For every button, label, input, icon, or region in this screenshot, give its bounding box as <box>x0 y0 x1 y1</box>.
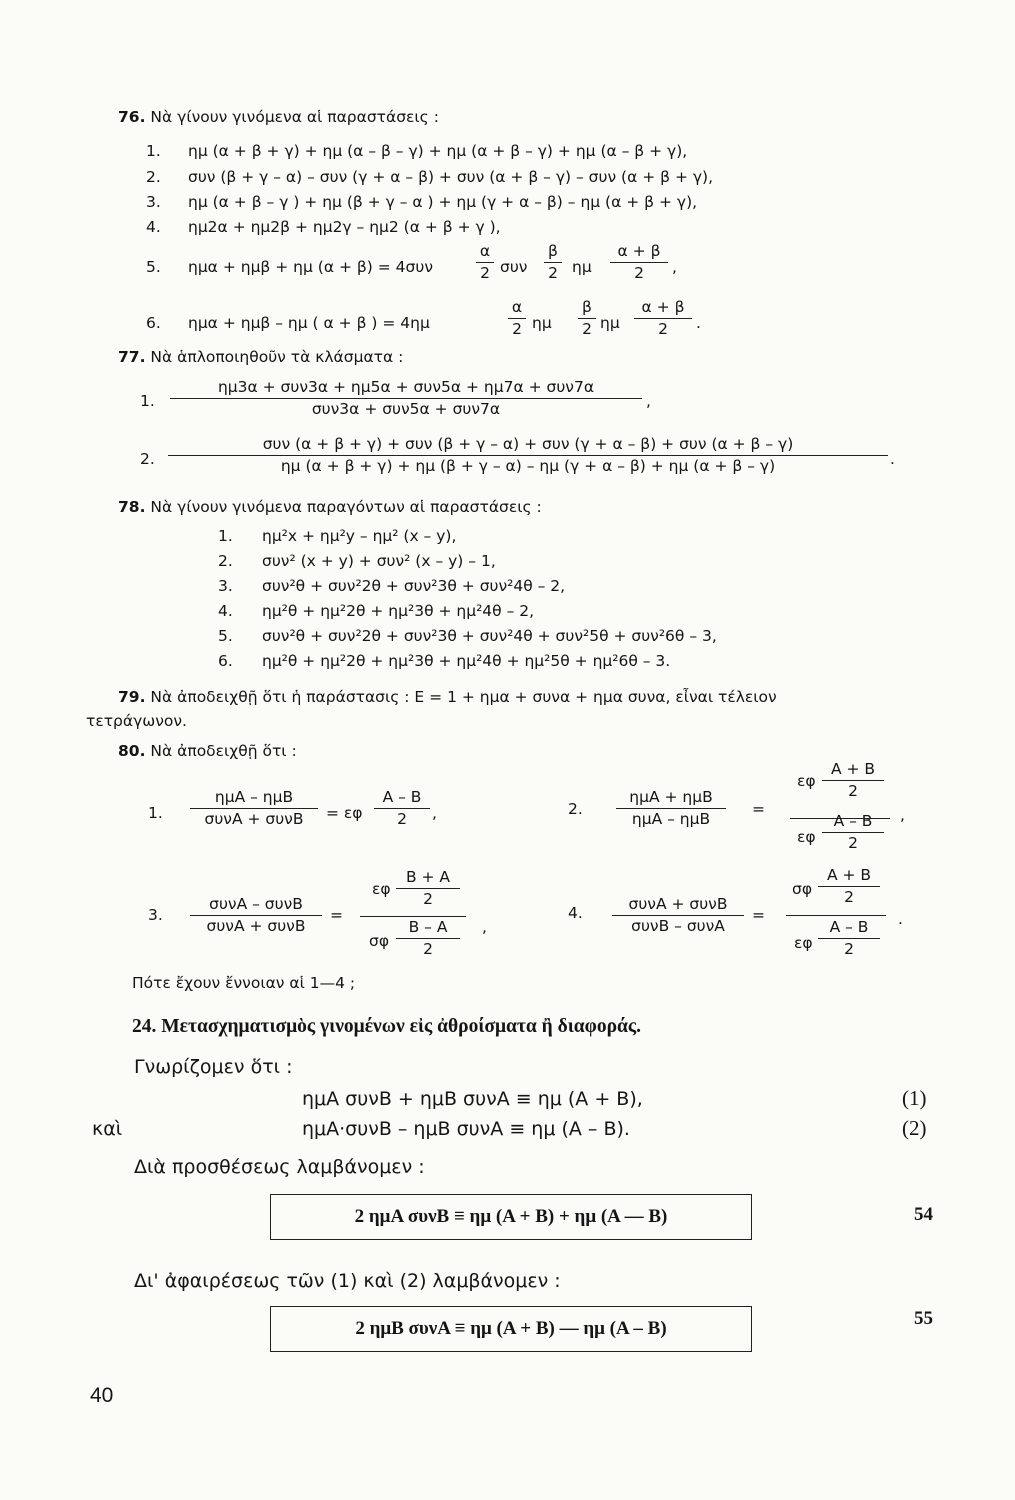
ex76-item5-mid1: συν <box>500 258 528 276</box>
frac-denominator: 2 <box>844 888 854 906</box>
ex80-item4-main-bar <box>786 915 886 916</box>
frac-numerator: Α – Β <box>829 918 869 936</box>
ex78-item4-num: 4. <box>218 602 233 620</box>
ex76-item6-frac1 <box>508 298 526 339</box>
ex80-number: 80. <box>118 742 146 760</box>
ex76-heading <box>118 108 439 126</box>
ex78-item2-num: 2. <box>218 552 233 570</box>
ex80-item3-eq: = <box>330 906 343 924</box>
addition-text: Διὰ προσθέσεως λαμβάνομεν : <box>134 1156 425 1178</box>
ex80-item3-main-bar <box>360 916 466 917</box>
ex77-heading-text: Νὰ ἁπλοποιηθοῦν τὰ κλάσματα : <box>150 348 404 366</box>
frac-numerator: Α – Β <box>382 788 422 806</box>
ex79-text: Νὰ ἀποδειχθῇ ὅτι ἡ παράστασις : Ε = 1 + ημα + συνα + ημα συνα, εἶναι τέλειον <box>150 688 777 706</box>
identity-1-tag: (1) <box>902 1086 927 1110</box>
ex80-item4-bottom-fraction <box>818 918 880 959</box>
ex80-note: Πότε ἔχουν ἔννοιαν αἱ 1—4 ; <box>132 974 356 992</box>
ex79-number: 79. <box>118 688 146 706</box>
ex80-item1-rhs-fraction <box>374 788 430 829</box>
ex76-item6-mid2: ημ <box>600 314 620 332</box>
ex77-item1-fraction <box>170 378 642 419</box>
ex78-heading <box>118 498 542 516</box>
ex78-item2: συν² (x + y) + συν² (x – y) – 1, <box>262 552 496 570</box>
frac-denominator: 2 <box>848 834 858 852</box>
ex80-item2-lhs-fraction <box>616 788 726 829</box>
ex76-item5-end: , <box>672 258 677 276</box>
ex76-item4-num: 4. <box>146 218 161 236</box>
ex76-number: 76. <box>118 108 146 126</box>
ex80-item3-top-fraction <box>396 868 460 909</box>
frac-numerator: συνΑ – συνΒ <box>209 895 303 913</box>
frac-denominator: 2 <box>658 320 668 338</box>
frac-denominator: ημ (α + β + γ) + ημ (β + γ – α) – ημ (γ + α – β) + ημ (α + β – γ) <box>280 457 776 475</box>
ex80-item4-lhs-fraction <box>612 895 744 936</box>
ex80-item1-num: 1. <box>148 804 163 822</box>
frac-numerator: Α + Β <box>826 866 872 884</box>
ex76-item6-lhs: ημα + ημβ – ημ ( α + β ) = 4ημ <box>188 314 430 332</box>
frac-denominator: ημΑ – ημΒ <box>631 810 711 828</box>
ex76-heading-text: Νὰ γίνουν γινόμενα αἱ παραστάσεις : <box>150 108 439 126</box>
identity-2-tag: (2) <box>902 1116 927 1140</box>
ex80-item4-top-func: σφ <box>792 880 813 898</box>
section24-intro: Γνωρίζομεν ὅτι : <box>134 1056 293 1078</box>
ex76-item6-num: 6. <box>146 314 161 332</box>
frac-denominator: 2 <box>548 264 558 282</box>
ex77-item2-num: 2. <box>140 450 155 468</box>
ex80-heading-text: Νὰ ἀποδειχθῇ ὅτι : <box>150 742 297 760</box>
frac-numerator: α <box>511 298 523 316</box>
ex80-item4-eq: = <box>752 906 765 924</box>
section24-title: 24. Μετασχηματισμὸς γινομένων εἰς ἀθροίσματα ἢ διαφοράς. <box>132 1016 641 1037</box>
ex76-item4: ημ2α + ημ2β + ημ2γ – ημ2 (α + β + γ ), <box>188 218 501 236</box>
ex78-item4: ημ²θ + ημ²2θ + ημ²3θ + ημ²4θ – 2, <box>262 602 535 620</box>
frac-denominator: συνΑ + συνΒ <box>206 917 306 935</box>
ex80-item4-end: . <box>898 910 903 928</box>
ex76-item6-end: . <box>696 314 701 332</box>
ex76-item6-frac3 <box>634 298 692 339</box>
ex80-heading <box>118 742 297 760</box>
ex80-item4-bottom-func: εφ <box>794 934 813 952</box>
formula-box-54: 2 ημΑ συνΒ ≡ ημ (Α + Β) + ημ (Α — Β) <box>270 1194 752 1240</box>
frac-numerator: Β + Α <box>405 868 451 886</box>
ex78-item6: ημ²θ + ημ²2θ + ημ²3θ + ημ²4θ + ημ²5θ + ημ²6θ – 3. <box>262 652 671 670</box>
ex80-item3-bottom-fraction <box>396 918 460 959</box>
frac-denominator: συνΑ + συνΒ <box>204 810 304 828</box>
ex80-item3-end: , <box>482 918 487 936</box>
ex77-item2-fraction <box>168 435 888 476</box>
ex79-line1 <box>118 688 777 706</box>
frac-denominator: 2 <box>423 940 433 958</box>
formula-number-54: 54 <box>914 1204 933 1225</box>
frac-numerator: συνΑ + συνΒ <box>628 895 728 913</box>
ex76-item5-num: 5. <box>146 258 161 276</box>
ex80-item1-end: , <box>432 804 437 822</box>
ex76-item5-lhs: ημα + ημβ + ημ (α + β) = 4συν <box>188 258 433 276</box>
ex80-item3-num: 3. <box>148 906 163 924</box>
ex78-item6-num: 6. <box>218 652 233 670</box>
ex77-item2-end: . <box>890 450 895 468</box>
frac-denominator: 2 <box>480 264 490 282</box>
frac-denominator: 2 <box>423 890 433 908</box>
ex78-item1-num: 1. <box>218 527 233 545</box>
ex78-item3: συν²θ + συν²2θ + συν²3θ + συν²4θ – 2, <box>262 577 566 595</box>
ex80-item2-bottom-fraction <box>822 812 884 853</box>
ex80-item2-num: 2. <box>568 800 583 818</box>
frac-numerator: α + β <box>617 242 661 260</box>
frac-numerator: Β – Α <box>408 918 448 936</box>
frac-numerator: συν (α + β + γ) + συν (β + γ – α) + συν (γ + α – β) + συν (α + β – γ) <box>262 435 794 453</box>
ex78-item3-num: 3. <box>218 577 233 595</box>
ex80-item2-top-fraction <box>822 760 884 801</box>
frac-numerator: α <box>479 242 491 260</box>
ex76-item6-mid1: ημ <box>532 314 552 332</box>
frac-denominator: 2 <box>634 264 644 282</box>
ex76-item5-mid2: ημ <box>572 258 592 276</box>
ex80-item1-lhs-fraction <box>190 788 318 829</box>
page-number: 40 <box>90 1384 114 1407</box>
frac-numerator: ημΑ + ημΒ <box>629 788 713 806</box>
frac-denominator: συνΒ – συνΑ <box>631 917 725 935</box>
ex80-item3-bottom-func: σφ <box>369 932 390 950</box>
frac-denominator: 2 <box>397 810 407 828</box>
ex78-item5: συν²θ + συν²2θ + συν²3θ + συν²4θ + συν²5θ + συν²6θ – 3, <box>262 627 717 645</box>
ex80-item3-top-func: εφ <box>372 880 391 898</box>
frac-denominator: 2 <box>844 940 854 958</box>
formula-number-55: 55 <box>914 1308 933 1329</box>
formula-box-55: 2 ημΒ συνΑ ≡ ημ (Α + Β) — ημ (Α – Β) <box>270 1306 752 1352</box>
ex76-item3-num: 3. <box>146 193 161 211</box>
ex78-heading-text: Νὰ γίνουν γινόμενα παραγόντων αἱ παραστάσεις : <box>150 498 542 516</box>
ex79-line2: τετράγωνον. <box>86 712 187 730</box>
ex76-item1-num: 1. <box>146 142 161 160</box>
frac-denominator: συν3α + συν5α + συν7α <box>311 400 501 418</box>
ex76-item3: ημ (α + β – γ ) + ημ (β + γ – α ) + ημ (γ + α – β) – ημ (α + β + γ), <box>188 193 698 211</box>
ex76-item5-frac2 <box>544 242 562 283</box>
ex76-item2-num: 2. <box>146 168 161 186</box>
ex80-item2-end: , <box>900 806 905 824</box>
identity-1: ημΑ συνΒ + ημΒ συνΑ ≡ ημ (Α + Β), <box>302 1088 643 1110</box>
frac-denominator: 2 <box>512 320 522 338</box>
ex77-heading <box>118 348 403 366</box>
ex76-item2: συν (β + γ – α) – συν (γ + α – β) + συν (α + β – γ) – συν (α + β + γ), <box>188 168 714 186</box>
ex78-number: 78. <box>118 498 146 516</box>
frac-numerator: ημΑ – ημΒ <box>214 788 294 806</box>
frac-numerator: Α – Β <box>833 812 873 830</box>
frac-numerator: α + β <box>641 298 685 316</box>
kai-word: καὶ <box>92 1118 123 1140</box>
ex77-number: 77. <box>118 348 146 366</box>
ex80-item3-lhs-fraction <box>190 895 322 936</box>
ex80-item2-bottom-func: εφ <box>797 828 816 846</box>
ex76-item5-frac1 <box>476 242 494 283</box>
identity-2: ημΑ·συνΒ – ημΒ συνΑ ≡ ημ (Α – Β). <box>302 1118 630 1140</box>
ex76-item6-frac2 <box>578 298 596 339</box>
ex80-item2-top-func: εφ <box>797 772 816 790</box>
frac-numerator: Α + Β <box>830 760 876 778</box>
ex78-item1: ημ²x + ημ²y – ημ² (x – y), <box>262 527 457 545</box>
frac-numerator: β <box>582 298 592 316</box>
ex77-item1-end: , <box>646 392 651 410</box>
subtraction-text: Δι' ἀφαιρέσεως τῶν (1) καὶ (2) λαμβάνομεν : <box>134 1270 561 1292</box>
ex80-item2-eq: = <box>752 800 765 818</box>
frac-denominator: 2 <box>582 320 592 338</box>
ex80-item4-top-fraction <box>818 866 880 907</box>
ex78-item5-num: 5. <box>218 627 233 645</box>
ex80-item4-num: 4. <box>568 904 583 922</box>
frac-numerator: ημ3α + συν3α + ημ5α + συν5α + ημ7α + συν7α <box>217 378 595 396</box>
ex76-item5-frac3 <box>610 242 668 283</box>
ex77-item1-num: 1. <box>140 392 155 410</box>
ex80-item1-eq: = εφ <box>326 804 363 822</box>
frac-denominator: 2 <box>848 782 858 800</box>
ex76-item1: ημ (α + β + γ) + ημ (α – β – γ) + ημ (α + β – γ) + ημ (α – β + γ), <box>188 142 688 160</box>
frac-numerator: β <box>548 242 558 260</box>
